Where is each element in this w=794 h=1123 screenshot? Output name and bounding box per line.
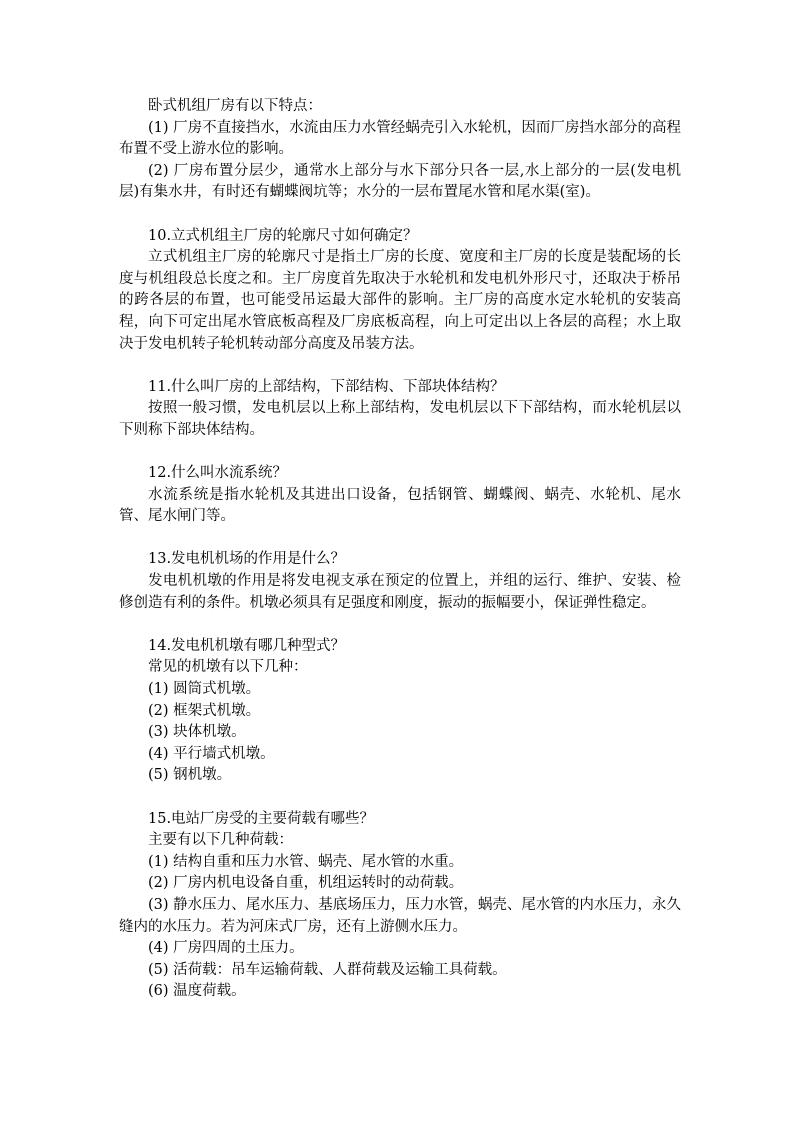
list-item: (6) 温度荷载。 [148, 983, 246, 1000]
intro-heading: 卧式机组厂房有以下特点： [148, 98, 322, 114]
list-item: (4) 厂房四周的土压力。 [148, 940, 304, 957]
paragraph-gap [119, 787, 681, 809]
section-question: 10.立式机组主厂房的轮廓尺寸如何确定？ [148, 227, 418, 244]
list-item: (3) 静水压力、尾水压力、基底场压力，压力水管，蜗壳、尾水管的内水压力，永久缝内的水压力。若为河床式厂房，还有上游侧水压力。 [119, 896, 681, 935]
paragraph-gap [119, 442, 681, 464]
section-answer: 主要有以下几种荷载： [148, 832, 293, 849]
paragraph-gap [119, 204, 681, 226]
list-item: (1) 圆筒式机墩。 [148, 681, 261, 698]
section-answer: 常见的机墩有以下几种： [148, 659, 308, 676]
paragraph-gap [119, 528, 681, 550]
list-item: (4) 平行墙式机墩。 [148, 745, 275, 762]
paragraph-gap [119, 355, 681, 377]
section-answer: 水流系统是指水轮机及其进出口设备，包括钢管、蝴蝶阀、蜗壳、水轮机、尾水管、尾水闸门等。 [119, 486, 681, 525]
section-question: 15.电站厂房受的主要荷载有哪些？ [148, 810, 375, 827]
list-item: (1) 结构自重和压力水管、蜗壳、尾水管的水重。 [148, 853, 464, 870]
list-item: (2) 厂房内机电设备自重，机组运转时的动荷载。 [148, 875, 464, 892]
document-page [119, 96, 681, 1003]
section-answer: 立式机组主厂房的轮廓尺寸是指土厂房的长度、宽度和主厂房的长度是装配场的长度与机组段总长度之和。主厂房度首先取决于水轮机和发电机外形尺寸，还取决于桥吊的跨各层的布置，也可能受吊运最大部件的影响。主厂房的高度水定水轮机的安装高程，向下可定出尾水管底板高程及厂房底板高程，向上可定出以上各层的高程；水上取决于发电机转子轮机转动部分高度及吊装方法。 [119, 249, 681, 352]
section-answer: 发电机机墩的作用是将发电视支承在预定的位置上，并组的运行、维护、安装、检修创造有利的条件。机墩必须具有足强度和刚度，振动的振幅要小，保证弹性稳定。 [119, 573, 681, 611]
intro-item: (1) 厂房不直接挡水，水流由压力水管经蜗壳引入水轮机，因而厂房挡水部分的高程布置不受上游水位的影响。 [119, 119, 681, 158]
section-question: 12.什么叫水流系统？ [148, 465, 288, 482]
list-item: (3) 块体机墩。 [148, 724, 246, 741]
list-item: (5) 钢机墩。 [148, 767, 232, 784]
section-answer: 按照一般习惯，发电机层以上称上部结构，发电机层以下下部结构，而水轮机层以下则称下部块体结构。 [119, 400, 681, 438]
list-item: (2) 框架式机墩。 [148, 702, 261, 719]
paragraph-gap [119, 614, 681, 636]
section-question: 11.什么叫厂房的上部结构，下部结构、下部块体结构？ [148, 378, 505, 395]
section-question: 13.发电机机场的作用是什么？ [148, 551, 346, 568]
list-item: (5) 活荷载：吊车运输荷载、人群荷载及运输工具荷载。 [148, 961, 507, 978]
intro-item: (2) 厂房布置分层少，通常水上部分与水下部分只各一层,水上部分的一层(发电机层)有集水井，有时还有蝴蝶阀坑等；水分的一层布置尾水管和尾水渠(室)。 [119, 162, 681, 201]
section-question: 14.发电机机墩有哪几种型式？ [148, 637, 346, 654]
